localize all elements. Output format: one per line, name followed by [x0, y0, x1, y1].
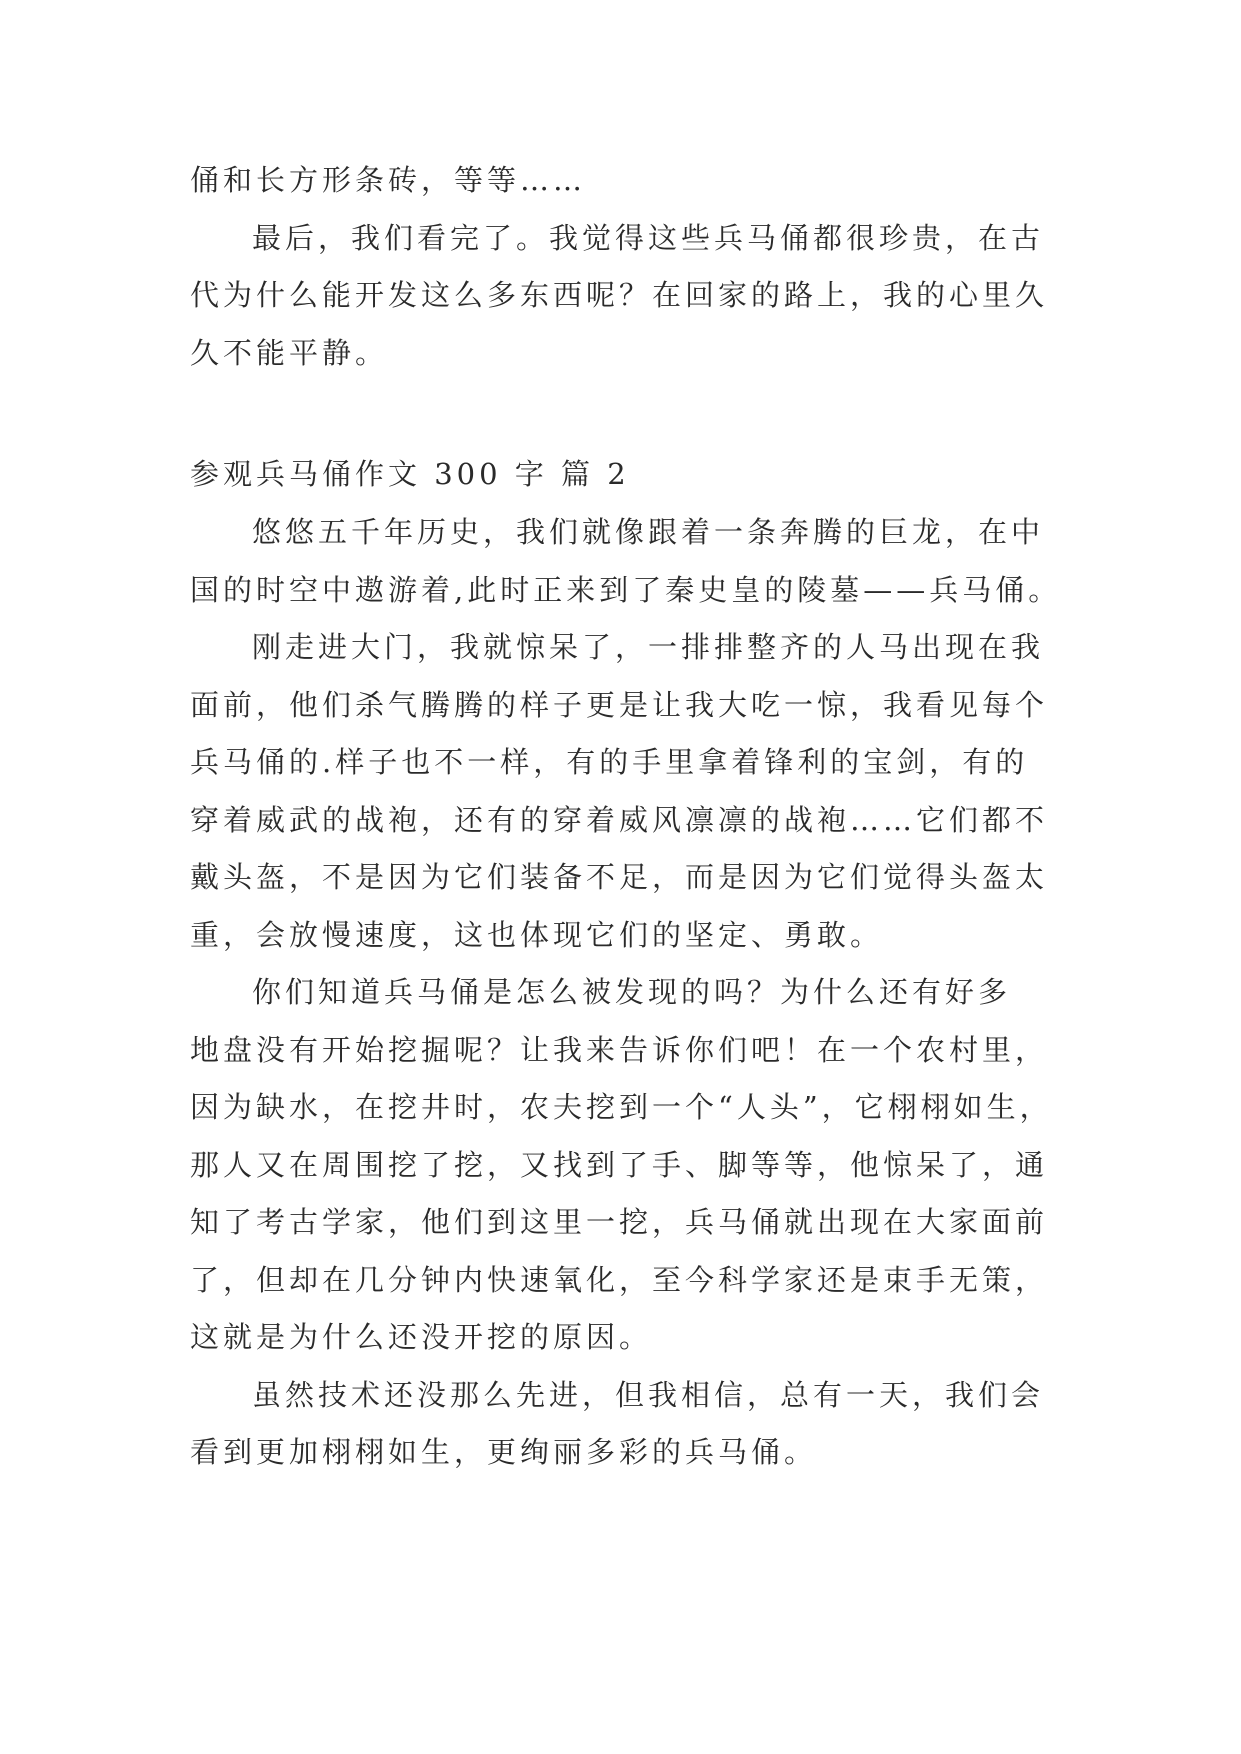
paragraph-line: 久不能平静。: [190, 335, 389, 370]
paragraph-line: 因为缺水，在挖井时，农夫挖到一个“人头”，它栩栩如生，: [190, 1090, 1053, 1124]
paragraph-line: 那人又在周围挖了挖，又找到了手、脚等等，他惊呆了，通: [190, 1147, 1049, 1182]
paragraph-line: 这就是为什么还没开挖的原因。: [190, 1320, 653, 1354]
paragraph-line: 兵马俑的.样子也不一样，有的手里拿着锋利的宝剑，有的: [190, 745, 1029, 779]
paragraph-line: 知了考古学家，他们到这里一挖，兵马俑就出现在大家面前: [190, 1205, 1049, 1239]
essay-heading-block: [190, 446, 1060, 504]
paragraph-line: 地盘没有开始挖掘呢？让我来告诉你们吧！在一个农村里，: [190, 1032, 1049, 1067]
paragraph-line: 穿着威武的战袍，还有的穿着威风凛凛的战袍……它们都不: [190, 802, 1049, 837]
paragraph-line: 重，会放慢速度，这也体现它们的坚定、勇敢。: [190, 917, 884, 952]
essay-section-2: [190, 504, 1060, 1482]
paragraph-line: 最后，我们看完了。我觉得这些兵马俑都很珍贵，在古: [252, 220, 1045, 255]
paragraph-line: 刚走进大门，我就惊呆了，一排排整齐的人马出现在我: [252, 630, 1045, 664]
paragraph-line: 代为什么能开发这么多东西呢？在回家的路上，我的心里久: [190, 278, 1049, 312]
paragraph-line: 了，但却在几分钟内快速氧化，至今科学家还是束手无策，: [190, 1262, 1049, 1297]
paragraph-line: 虽然技术还没那么先进，但我相信，总有一天，我们会: [252, 1377, 1045, 1412]
paragraph-line: 俑和长方形条砖，等等……: [190, 163, 587, 197]
paragraph-line: 面前，他们杀气腾腾的样子更是让我大吃一惊，我看见每个: [190, 687, 1049, 722]
paragraph-line: 看到更加栩栩如生，更绚丽多彩的兵马俑。: [190, 1435, 818, 1469]
essay-section-1: [190, 152, 1060, 382]
paragraph-line: 悠悠五千年历史，我们就像跟着一条奔腾的巨龙，在中: [252, 515, 1045, 549]
paragraph-line: 国的时空中遨游着,此时正来到了秦史皇的陵墓——兵马俑。: [190, 572, 1062, 607]
essay-heading: 参观兵马俑作文 300 字 篇 2: [190, 457, 630, 491]
paragraph-line: 你们知道兵马俑是怎么被发现的吗？为什么还有好多: [252, 975, 1012, 1009]
paragraph-line: 戴头盔，不是因为它们装备不足，而是因为它们觉得头盔太: [190, 860, 1049, 894]
